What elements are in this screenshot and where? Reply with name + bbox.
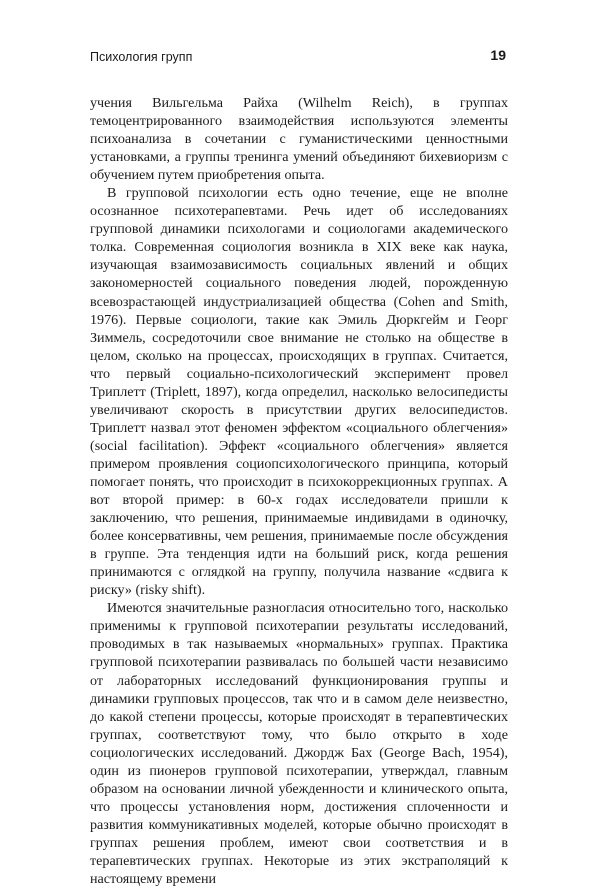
paragraph-continuation: учения Вильгельма Райха (Wilhelm Reich), в группах темоцентрированного взаимодействия используются элементы психоанализа в сочетании с гуманистическими ценностными установками, а группы тренинга умений объединяют бихевиоризм с обучением путем приобретения опыта. [90,95,508,184]
running-head-title: Психология групп [90,50,193,64]
page-number: 19 [490,47,506,63]
body-text [90,94,508,888]
paragraph-disagreements: Имеются значительные разногласия относительно того, насколько применимы к групповой психотерапии результаты исследований, проводимых в так называемых «нормальных» группах. Практика групповой психотерапии развивалась по большей части независимо от лабораторных исследований функционирования группы и динамики групповых процессов, так что и в самом деле неизвестно, до какой степени процессы, которые происходят в терапевтических группах, соответствуют тому, что было открыто в ходе социологических исследований. Джордж Бах (George Bach, 1954), один из пионеров групповой психотерапии, утверждал, главным образом на основании личной убежденности и клинического опыта, что процессы установления норм, достижения сплоченности и развития коммуникативных моделей, которые обычно происходят в группах решения проблем, имеют свои соответствия и в терапевтических группах. Некоторые из этих экстраполяций к настоящему времени [90,600,508,888]
paragraph-social-psychology: В групповой психологии есть одно течение, еще не вполне осознанное психотерапевтами. Речь идет об исследованиях групповой динамики психологами и социологами академического толка. Современная социология возникла в XIX веке как наука, изучающая взаимозависимость социальных явлений и общих закономерностей социального поведения людей, порожденную всевозрастающей индустриализацией общества (Cohen and Smith, 1976). Первые социологи, такие как Эмиль Дюркгейм и Георг Зиммель, сосредоточили свое внимание не столько на обществе в целом, сколько на процессах, происходящих в группах. Считается, что первый социально-психологический эксперимент провел Триплетт (Triplett, 1897), когда определил, насколько велосипедисты увеличивают скорость в присутствии других велосипедистов. Триплетт назвал этот феномен эффектом «социального облегчения» (social facilitation). Эффект «социального облегчения» является примером проявления социопсихологического принципа, который помогает понять, что происходит в психокоррекционных группах. А вот второй пример: в 60-х годах исследователи пришли к заключению, что решения, принимаемые индивидами в одиночку, более консервативны, чем решения, принимаемые после обсуждения в группе. Эта тенденция идти на больший риск, когда решения принимаются с оглядкой на группу, получила название «сдвига к риску» (risky shift). [90,185,508,599]
